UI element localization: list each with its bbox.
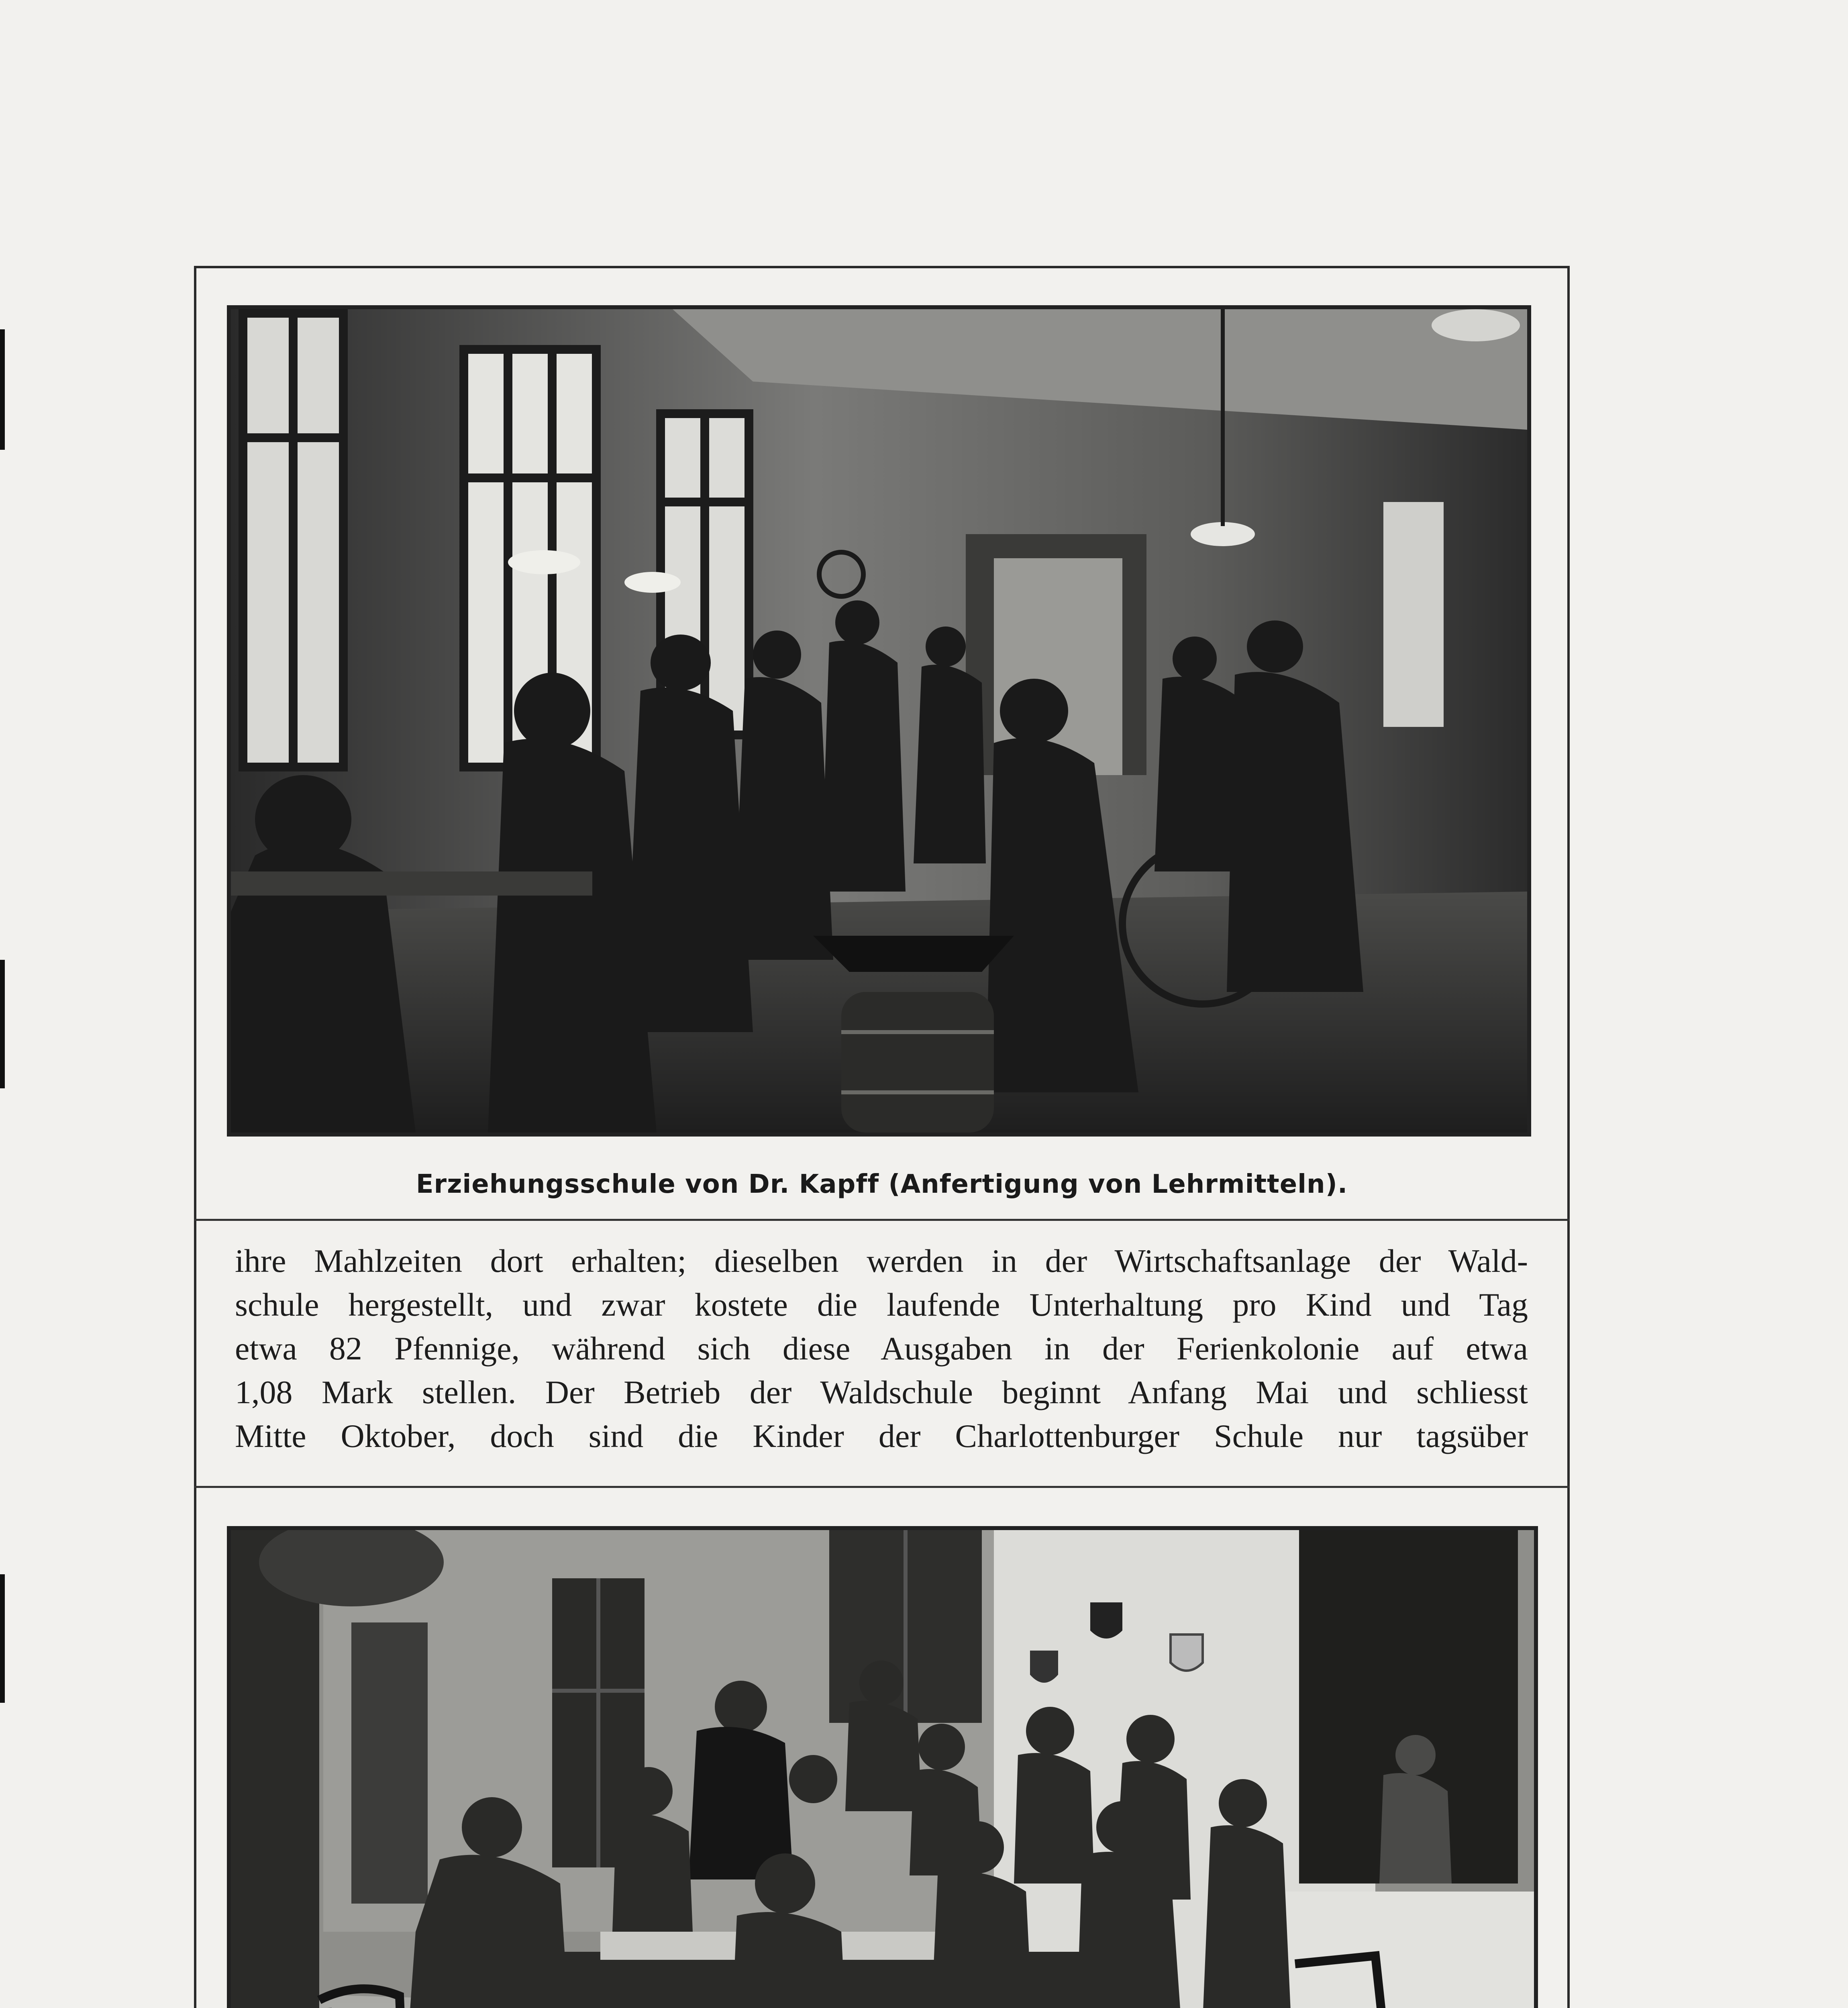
photo-cardboard-class-image [231, 1530, 1534, 2008]
photo-workshop-image [231, 309, 1527, 1133]
body-line: Mitte Oktober, doch sind die Kinder der Charlottenburger Schule nur tagsüber [235, 1418, 1528, 1454]
scan-mark [0, 960, 5, 1088]
photo-workshop [227, 305, 1531, 1137]
body-line: etwa 82 Pfennige, während sich diese Ausgaben in der Ferienkolonie auf etwa [235, 1330, 1528, 1367]
body-line: schule hergestellt, und zwar kostete die laufende Unterhaltung pro Kind und Tag [235, 1286, 1528, 1323]
photo-caption-top: Erziehungsschule von Dr. Kapff (Anfertigung von Lehrmitteln). [416, 1169, 1348, 1199]
scan-mark [0, 329, 5, 450]
divider-rule [194, 1486, 1570, 1488]
divider-rule [194, 1219, 1570, 1221]
photo-cardboard-class [227, 1526, 1538, 2008]
body-paragraph [235, 1239, 1528, 1458]
body-line: 1,08 Mark stellen. Der Betrieb der Waldschule beginnt Anfang Mai und schliesst [235, 1374, 1528, 1410]
body-line: ihre Mahlzeiten dort erhalten; dieselben werden in der Wirtschaftsanlage der Wald- [235, 1243, 1528, 1279]
scan-mark [0, 1574, 5, 1703]
